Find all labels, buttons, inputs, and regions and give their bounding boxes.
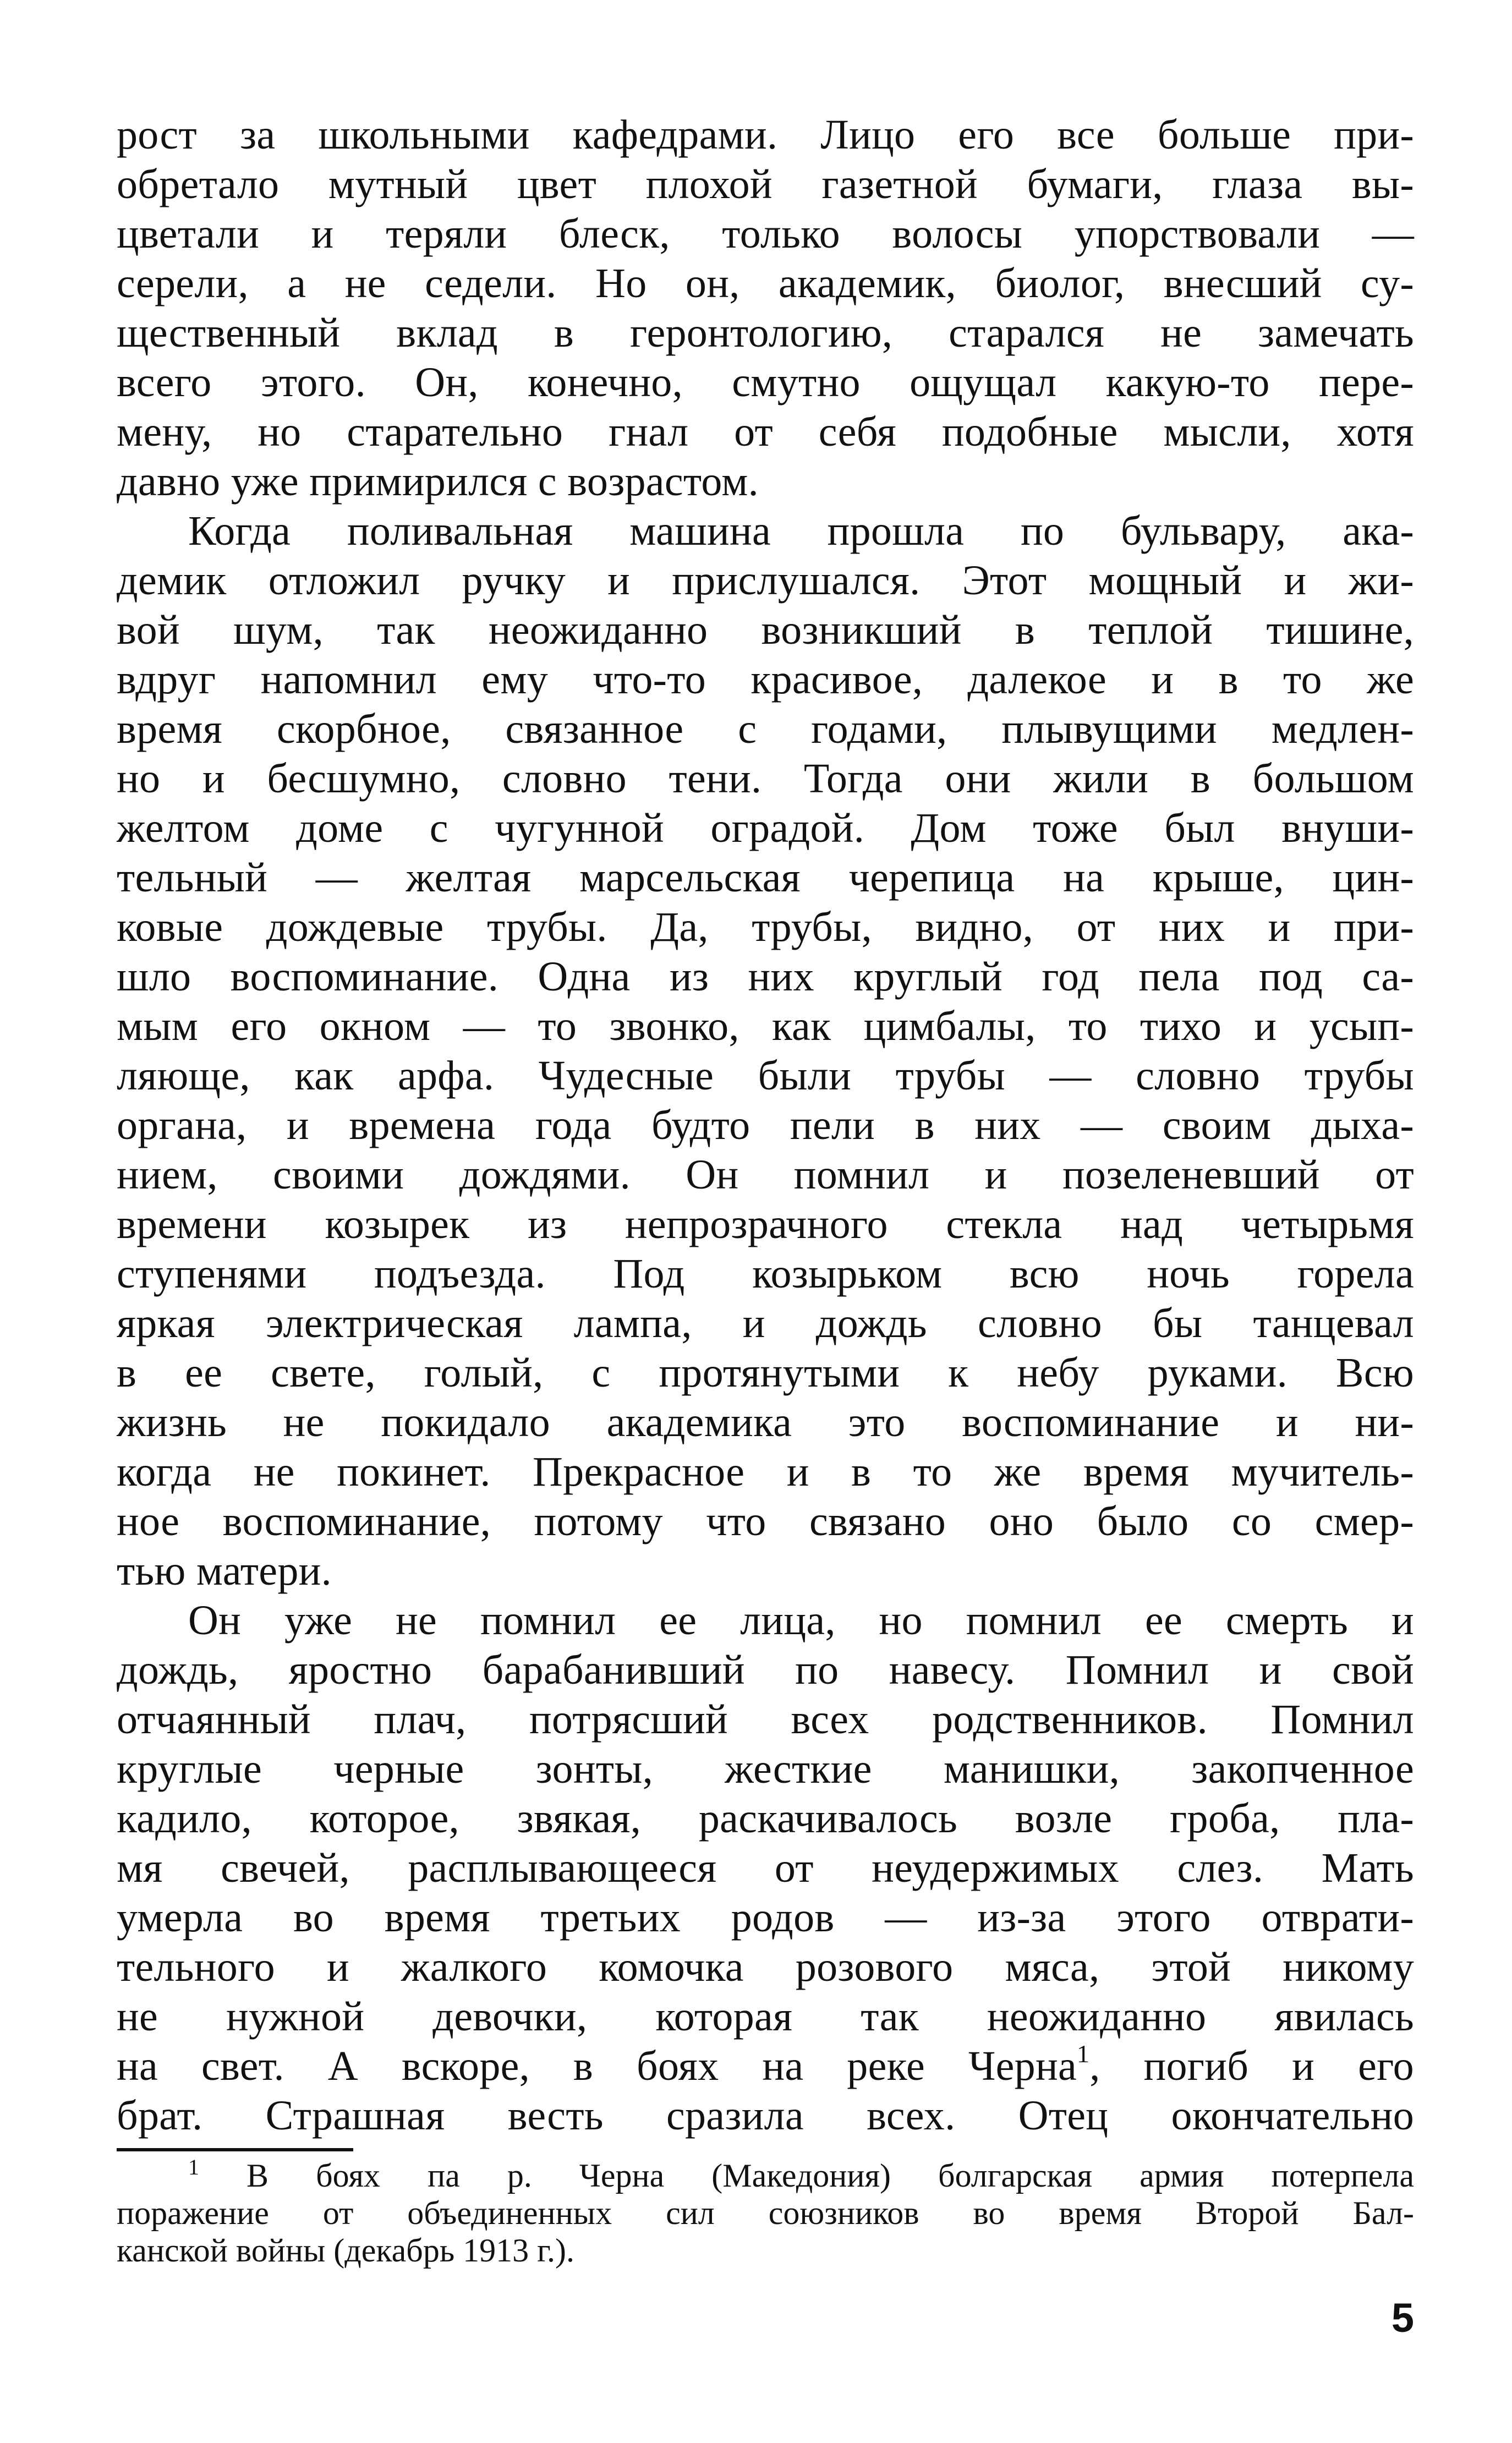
text-line: тью матери. [117,1548,332,1594]
text-line: кадило, которое, звякая, раскачивалось возле гроба, пла- [117,1795,1414,1842]
text-fragment: , погиб и его [1089,2043,1414,2089]
footnote [117,2157,1414,2269]
text-line: Когда поливальная машина прошла по бульвару, ака- [188,508,1414,554]
text-line: ляюще, как арфа. Чудесные были трубы — словно трубы [117,1053,1414,1099]
text-line: всего этого. Он, конечно, смутно ощущал какую-то пере- [117,359,1414,406]
text-line: Он уже не помнил ее лица, но помнил ее смерть и [188,1597,1414,1644]
footnote-reference[interactable]: 1 [1076,2040,1090,2068]
text-line: времени козырек из непрозрачного стекла над четырьмя [117,1201,1414,1247]
text-line: вой шум, так неожиданно возникший в теплой тишине, [117,607,1414,653]
text-line: мену, но старательно гнал от себя подобные мысли, хотя [117,409,1414,455]
text-line: тельный — желтая марсельская черепица на крыше, цин- [117,854,1414,901]
text-line: ковые дождевые трубы. Да, трубы, видно, от них и при- [117,904,1414,950]
book-page [117,110,1414,2269]
text-line: нием, своими дождями. Он помнил и позеленевший от [117,1152,1414,1198]
text-line: вдруг напомнил ему что-то красивое, далекое и в то же [117,656,1414,703]
text-fragment: на свет. А вскоре, в боях на реке Черна [117,2043,1077,2089]
text-line: мым его окном — то звонко, как цимбалы, то тихо и усып- [117,1003,1414,1049]
text-line: брат. Страшная весть сразила всех. Отец окончательно [117,2093,1414,2139]
body-text [117,110,1414,2140]
text-line: демик отложил ручку и прислушался. Этот мощный и жи- [117,557,1414,604]
text-line: серели, а не седели. Но он, академик, биолог, внесший су- [117,260,1414,306]
footnote-marker: 1 [188,2155,199,2179]
text-line: давно уже примирился с возрастом. [117,458,759,505]
text-line: но и бесшумно, словно тени. Тогда они жили в большом [117,755,1414,802]
text-line: дождь, яростно барабанивший по навесу. Помнил и свой [117,1647,1414,1693]
text-line: цветали и теряли блеск, только волосы упорствовали — [117,211,1414,257]
text-line: шло воспоминание. Одна из них круглый год пела под са- [117,954,1414,1000]
text-line: время скорбное, связанное с годами, плывущими медлен- [117,706,1414,752]
footnote-line: канской войны (декабрь 1913 г.). [117,2232,575,2269]
text-line: круглые черные зонты, жесткие манишки, закопченное [117,1746,1414,1792]
text-line: яркая электрическая лампа, и дождь словно бы танцевал [117,1300,1414,1346]
text-line: не нужной девочки, которая так неожиданно явилась [117,1993,1414,2040]
text-line: когда не покинет. Прекрасное и в то же время мучитель- [117,1449,1414,1495]
text-line: отчаянный плач, потрясший всех родственников. Помнил [117,1696,1414,1743]
text-line: ступенями подъезда. Под козырьком всю ночь горела [117,1251,1414,1297]
text-line: умерла во время третьих родов — из-за этого отврати- [117,1894,1414,1941]
footnote-line: поражение от объединенных сил союзников во время Второй Бал- [117,2195,1414,2231]
text-line: жизнь не покидало академика это воспоминание и ни- [117,1399,1414,1445]
footnote-separator [117,2148,353,2151]
text-line: в ее свете, голый, с протянутыми к небу руками. Всю [117,1350,1414,1396]
text-line: ное воспоминание, потому что связано оно было со смер- [117,1498,1414,1544]
text-line: тельного и жалкого комочка розового мяса, этой никому [117,1944,1414,1990]
page-number: 5 [1391,2295,1414,2341]
text-line: щественный вклад в геронтологию, старался не замечать [117,310,1414,356]
text-line: желтом доме с чугунной оградой. Дом тоже был внуши- [117,805,1414,851]
text-line: мя свечей, расплывающееся от неудержимых слез. Мать [117,1845,1414,1891]
footnote-line [117,2157,1414,2194]
footnote-text: В боях па р. Черна (Македония) болгарская армия потерпела [246,2157,1415,2194]
text-line: органа, и времена года будто пели в них — своим дыха- [117,1102,1414,1148]
text-line: рост за школьными кафедрами. Лицо его все больше при- [117,112,1414,158]
text-line-with-footnote-ref [117,2041,1414,2091]
text-line: обретало мутный цвет плохой газетной бумаги, глаза вы- [117,161,1414,207]
